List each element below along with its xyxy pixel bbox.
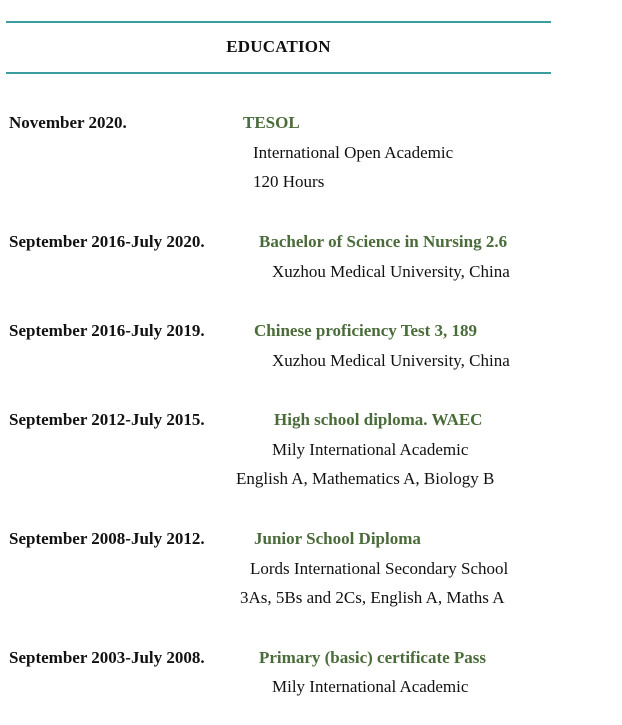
entry-detail: Xuzhou Medical University, China [272,262,510,281]
entry-title: Junior School Diploma [254,529,421,548]
entry-date: September 2003-July 2008. [9,648,205,667]
entry-title: TESOL [243,113,300,132]
entry-detail: Lords International Secondary School [250,559,509,578]
entry-date: September 2008-July 2012. [9,529,205,548]
entry-detail: English A, Mathematics A, Biology B [236,469,495,488]
entry-date: September 2016-July 2020. [9,232,205,251]
entry-date: September 2012-July 2015. [9,410,205,429]
entry-detail: Mily International Academic [272,440,469,459]
entry-title: Chinese proficiency Test 3, 189 [254,321,478,340]
entry-detail: 3As, 5Bs and 2Cs, English A, Maths A [240,588,505,607]
section-top-rule [6,21,551,23]
entry-date: November 2020. [9,113,127,132]
entry-detail: Xuzhou Medical University, China [272,351,510,370]
entry-title: Primary (basic) certificate Pass [259,648,487,667]
entry-detail: Mily International Academic [272,677,469,696]
entry-date: September 2016-July 2019. [9,321,205,340]
entry-detail: International Open Academic [253,143,454,162]
entry-title: Bachelor of Science in Nursing 2.6 [259,232,508,251]
entry-title: High school diploma. WAEC [274,410,483,429]
section-bottom-rule [6,72,551,74]
entry-detail: 120 Hours [253,172,325,191]
section-title: EDUCATION [226,37,331,56]
